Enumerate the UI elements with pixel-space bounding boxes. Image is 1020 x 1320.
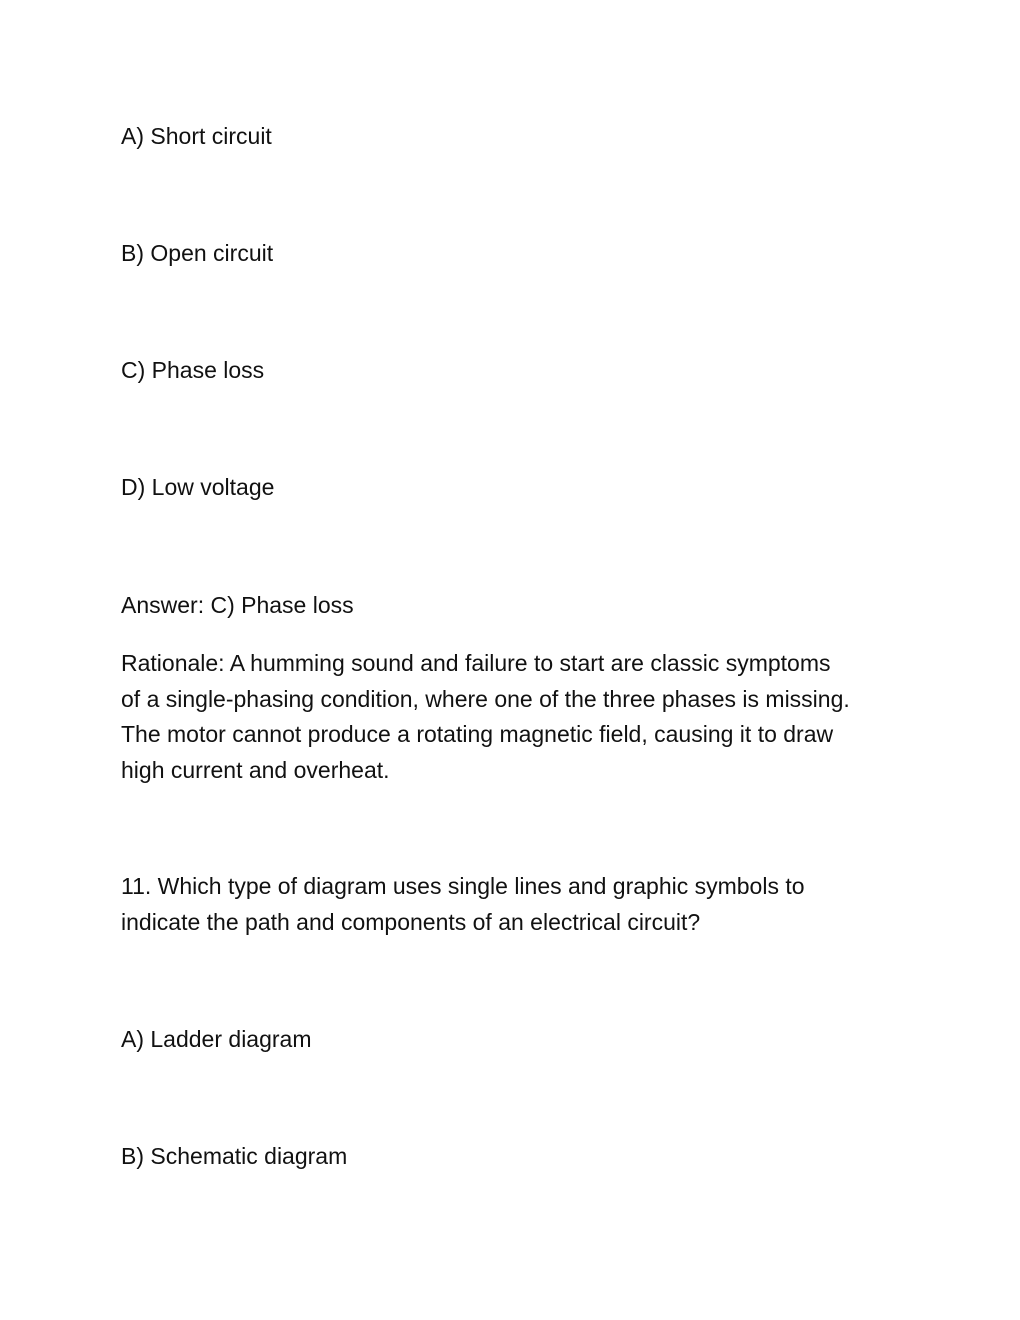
- q10-option-d: D) Low voltage: [121, 474, 275, 500]
- q10-rationale-line: of a single-phasing condition, where one of the three phases is missing.: [121, 686, 850, 712]
- q11-question-line: 11. Which type of diagram uses single lines and graphic symbols to: [121, 873, 805, 899]
- q10-rationale-line: The motor cannot produce a rotating magnetic field, causing it to draw: [121, 721, 834, 747]
- q11-question-line: indicate the path and components of an electrical circuit?: [121, 909, 701, 935]
- q11-option-b: B) Schematic diagram: [121, 1143, 348, 1169]
- q10-option-a: A) Short circuit: [121, 123, 272, 149]
- q10-option-b: B) Open circuit: [121, 240, 274, 266]
- q10-rationale-line: Rationale: A humming sound and failure to start are classic symptoms: [121, 650, 831, 676]
- q10-answer: Answer: C) Phase loss: [121, 592, 354, 618]
- q10-rationale-line: high current and overheat.: [121, 757, 390, 783]
- q10-option-c: C) Phase loss: [121, 357, 265, 383]
- q11-option-a: A) Ladder diagram: [121, 1026, 312, 1052]
